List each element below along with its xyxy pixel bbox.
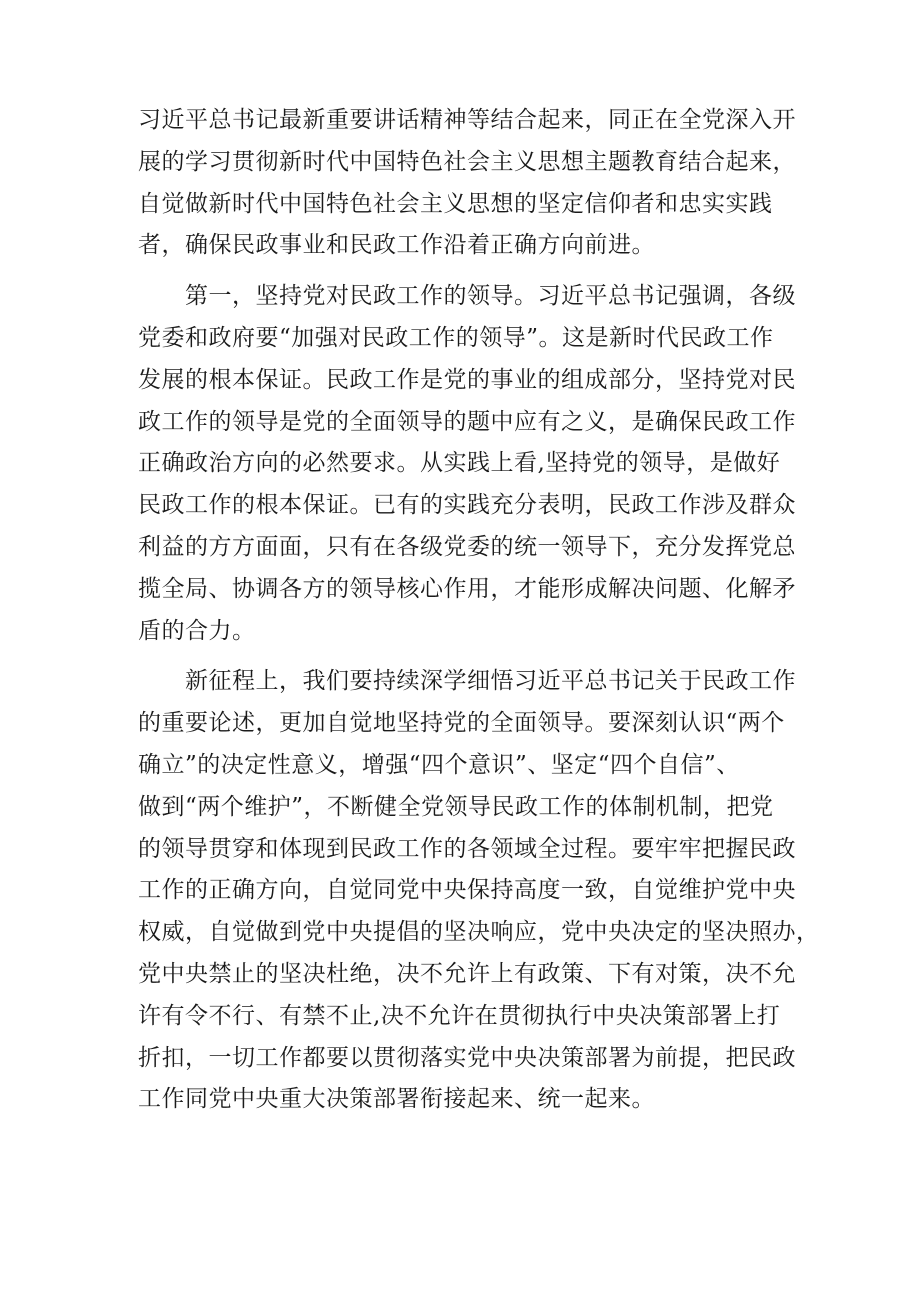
text-line: 做到“两个维护”，不断健全党领导民政工作的体制机制，把党 (138, 793, 774, 820)
paragraph-new-journey (138, 661, 820, 1121)
text-line: 自觉做新时代中国特色社会主义思想的坚定信仰者和忠实实践 (138, 190, 773, 217)
text-line: 权威，自觉做到党中央提倡的坚决响应，党中央决定的坚决照办， (138, 919, 820, 946)
text-line: 的重要论述，更加自觉地坚持党的全面领导。要深刻认识“两个 (138, 710, 785, 737)
text-line: 新征程上，我们要持续深学细悟习近平总书记关于民政工作 (185, 668, 796, 695)
text-line: 展的学习贯彻新时代中国特色社会主义思想主题教育结合起来， (138, 148, 796, 175)
text-line: 的领导贯穿和体现到民政工作的各领域全过程。要牢牢把握民政 (138, 835, 796, 862)
text-line: 党委和政府要“加强对民政工作的领导”。这是新时代民政工作 (138, 324, 774, 351)
text-line: 揽全局、协调各方的领导核心作用，才能形成解决问题、化解矛 (138, 575, 796, 602)
text-line: 确立”的决定性意义，增强“四个意识”、坚定“四个自信”、 (138, 751, 740, 778)
text-line: 折扣，一切工作都要以贯彻落实党中央决策部署为前提，把民政 (138, 1044, 796, 1071)
paragraph-continuation (138, 100, 796, 267)
text-line: 习近平总书记最新重要讲话精神等结合起来，同正在全党深入开 (138, 107, 796, 133)
text-line: 政工作的领导是党的全面领导的题中应有之义，是确保民政工作 (138, 408, 796, 435)
text-line: 发展的根本保证。民政工作是党的事业的组成部分，坚持党对民 (138, 366, 796, 393)
paragraph-first-point (138, 276, 796, 652)
text-line: 第一，坚持党对民政工作的领导。习近平总书记强调，各级 (185, 283, 796, 310)
text-line: 正确政治方向的必然要求。从实践上看,坚持党的领导，是做好 (138, 450, 781, 477)
text-line: 工作同党中央重大决策部署衔接起来、统一起来。 (138, 1086, 655, 1113)
text-line: 许有令不行、有禁不止,决不允许在贯彻执行中央决策部署上打 (138, 1002, 781, 1029)
text-line: 盾的合力。 (138, 617, 256, 644)
text-line: 者，确保民政事业和民政工作沿着正确方向前进。 (138, 232, 655, 259)
text-line: 党中央禁止的坚决杜绝，决不允许上有政策、下有对策，决不允 (138, 960, 796, 987)
text-line: 民政工作的根本保证。已有的实践充分表明，民政工作涉及群众 (138, 492, 796, 519)
text-line: 工作的正确方向，自觉同党中央保持高度一致，自觉维护党中央 (138, 877, 796, 904)
document-body (138, 100, 820, 1121)
text-line: 利益的方方面面，只有在各级党委的统一领导下，充分发挥党总 (138, 533, 796, 560)
